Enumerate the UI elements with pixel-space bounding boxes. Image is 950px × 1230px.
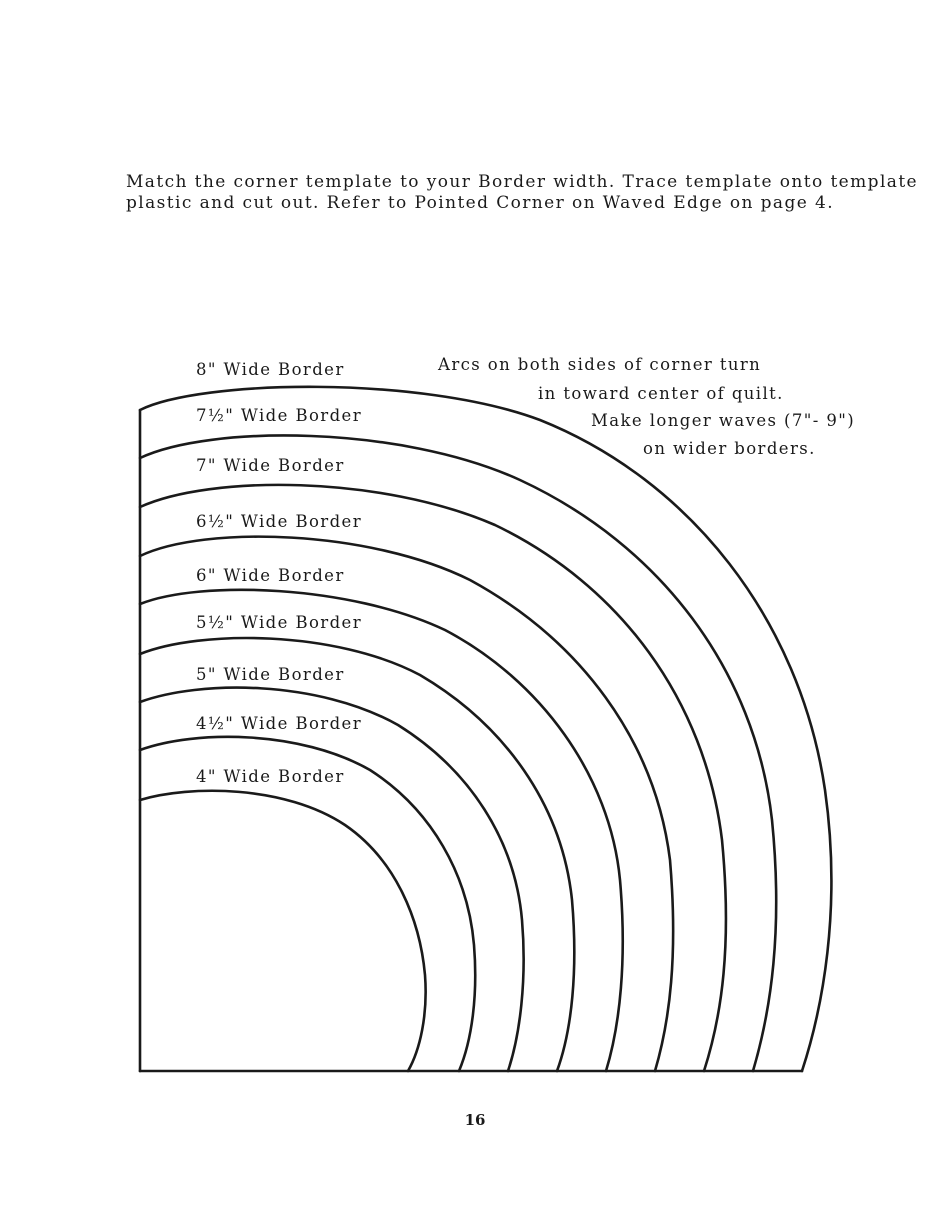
label-5-inch-border: 5" Wide Border: [196, 665, 345, 684]
label-6-5-inch-border: 6½" Wide Border: [196, 512, 363, 531]
arc-6-inch: [140, 590, 623, 1071]
label-7-5-inch-border: 7½" Wide Border: [196, 406, 363, 425]
label-6-inch-border: 6" Wide Border: [196, 566, 345, 585]
label-7-inch-border: 7" Wide Border: [196, 456, 345, 475]
note-line-1: Arcs on both sides of corner turn: [438, 355, 762, 374]
note-line-3: Make longer waves (7"- 9"): [591, 411, 856, 430]
instructions-line-1: Match the corner template to your Border width. Trace template onto template: [126, 172, 919, 192]
arc-5-5-inch: [140, 638, 574, 1071]
instructions-line-2: plastic and cut out. Refer to Pointed Corner on Waved Edge on page 4.: [126, 193, 835, 213]
note-line-2: in toward center of quilt.: [538, 384, 784, 403]
label-4-5-inch-border: 4½" Wide Border: [196, 714, 363, 733]
label-5-5-inch-border: 5½" Wide Border: [196, 613, 363, 632]
note-line-4: on wider borders.: [643, 439, 816, 458]
page-number: 16: [464, 1111, 486, 1129]
arc-5-inch: [140, 688, 524, 1071]
arc-4-inch: [140, 791, 426, 1071]
label-4-inch-border: 4" Wide Border: [196, 767, 345, 786]
label-8-inch-border: 8" Wide Border: [196, 360, 345, 379]
